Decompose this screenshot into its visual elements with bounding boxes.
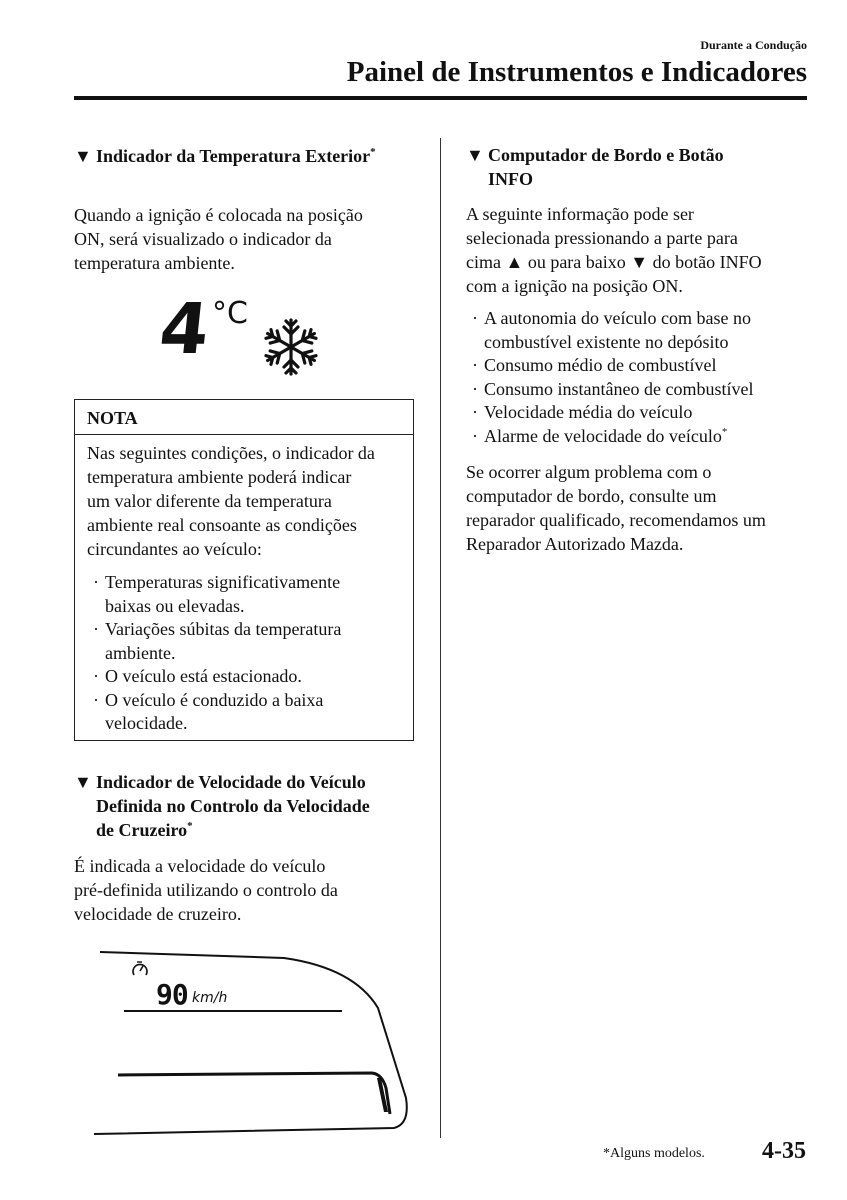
triangle-icon: ▼ <box>74 772 92 792</box>
column-divider <box>440 138 441 1138</box>
list-item: · Variações súbitas da temperatura ambiente. <box>93 619 342 663</box>
temp-section-body: Quando a ignição é colocada na posição ON, será visualizado o indicador da temperatura ambiente. <box>74 205 363 273</box>
snowflake-icon <box>260 316 322 378</box>
list-item: · A autonomia do veículo com base no combustível existente no depósito <box>472 308 751 352</box>
triangle-down-icon: ▼ <box>630 252 649 272</box>
nota-body: Nas seguintes condições, o indicador da temperatura ambiente poderá indicar um valor diferente da temperatura ambiente real consoante as condições circundantes ao veículo: · Temperaturas significativamente baixas ou elevadas. · Variações súbitas da temperatura ambiente. · O veículo está estacionado. · O veículo é conduzido a baixa velocidade. <box>75 435 413 736</box>
cruise-speed-value: 90 <box>156 978 188 1011</box>
page-title: Painel de Instrumentos e Indicadores <box>346 56 807 88</box>
info-section-intro: A seguinte informação pode ser selecionada pressionando a parte para cima ▲ ou para baixo ▼ do botão INFO com a ignição na posição ON. <box>466 204 762 296</box>
temperature-value: 4 <box>155 288 214 370</box>
list-item: · Consumo médio de combustível <box>472 355 717 375</box>
list-item: · Temperaturas significativamente baixas ou elevadas. <box>93 572 341 616</box>
temp-section-heading: ▼ Indicador da Temperatura Exterior* <box>74 146 376 166</box>
section-kicker: Durante a Condução <box>700 38 807 52</box>
list-item: · Consumo instantâneo de combustível <box>472 378 754 399</box>
list-item: · O veículo está estacionado. <box>93 666 302 686</box>
info-bullet-list <box>466 307 806 448</box>
footnote: *Alguns modelos. <box>603 1146 705 1161</box>
info-section-heading: ▼ Computador de Bordo e Botão INFO <box>466 145 724 189</box>
cruise-speedometer-icon <box>130 960 150 980</box>
cruise-section-heading: ▼ Indicador de Velocidade do Veículo Definida no Controlo da Velocidade de Cruzeiro* <box>74 772 370 840</box>
list-item: · O veículo é conduzido a baixa velocidade. <box>93 689 324 733</box>
cruise-display <box>84 948 414 1144</box>
triangle-up-icon: ▲ <box>505 252 524 272</box>
nota-title: NOTA <box>75 400 413 435</box>
cruise-speed-unit: km/h <box>192 990 228 1006</box>
temperature-display <box>155 288 330 378</box>
triangle-icon: ▼ <box>74 146 92 166</box>
list-item: · Velocidade média do veículo <box>472 402 693 422</box>
temperature-unit: °C <box>212 296 248 331</box>
page-number: 4-35 <box>762 1138 806 1164</box>
header-rule <box>74 96 807 100</box>
list-item: · Alarme de velocidade do veículo* <box>472 425 728 446</box>
info-section-closing: Se ocorrer algum problema com o computador de bordo, consulte um reparador qualificado, recomendamos um Reparador Autorizado Mazda. <box>466 462 766 554</box>
nota-box <box>74 399 414 741</box>
triangle-icon: ▼ <box>466 145 484 165</box>
cruise-section-body: É indicada a velocidade do veículo pré-definida utilizando o controlo da velocidade de cruzeiro. <box>74 856 338 924</box>
